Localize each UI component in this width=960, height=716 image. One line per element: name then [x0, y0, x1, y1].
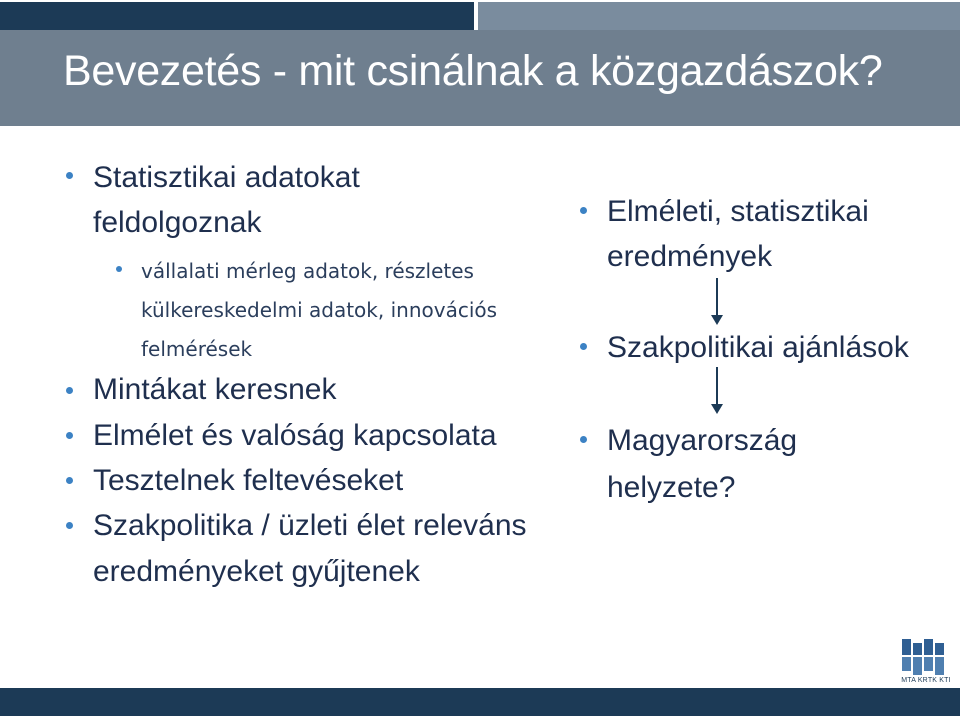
sub-bullet-dot: [116, 266, 122, 272]
bullet-dot: [66, 387, 73, 394]
down-arrow-icon: [711, 278, 723, 326]
bullet-test-hypotheses: Tesztelnek feltevéseket: [93, 464, 404, 497]
bullet-patterns: Mintákat keresnek: [93, 373, 337, 406]
bullet-statistical-data-line2: feldolgoznak: [93, 206, 262, 239]
bullet-dot: [66, 477, 73, 484]
top-bar-light-segment: [478, 2, 960, 30]
sub-bullet-data-sources-line3: felmérések: [141, 337, 253, 361]
top-decor-bar: [0, 0, 960, 30]
bullet-dot: [580, 343, 587, 350]
logo-text: MTA KRTK KTI: [901, 677, 951, 684]
right-item-theoretical-results-line2: eredmények: [607, 240, 773, 273]
bullet-theory-reality: Elmélet és valóság kapcsolata: [93, 419, 497, 452]
bullet-dot: [66, 432, 73, 439]
down-arrow-icon: [711, 367, 723, 415]
right-item-hungary-line1: Magyarország: [607, 424, 798, 457]
bullet-policy-results-line1: Szakpolitika / üzleti élet releváns: [93, 509, 527, 542]
bottom-decor-bar: [0, 688, 960, 716]
bullet-dot: [66, 172, 73, 179]
sub-bullet-data-sources-line1: vállalati mérleg adatok, részletes: [141, 259, 474, 283]
right-item-theoretical-results-line1: Elméleti, statisztikai: [607, 195, 869, 228]
bullet-dot: [580, 436, 587, 443]
top-bar-dark-segment: [0, 2, 474, 30]
mta-krtk-kti-logo: [900, 637, 952, 687]
right-item-policy-recommendations: Szakpolitikai ajánlások: [607, 331, 909, 364]
slide-title: Bevezetés - mit csinálnak a közgazdászok?: [63, 47, 883, 95]
bullet-dot: [66, 522, 73, 529]
bullet-policy-results-line2: eredményeket gyűjtenek: [93, 555, 420, 588]
right-item-hungary-line2: helyzete?: [607, 471, 736, 504]
bullet-dot: [580, 207, 587, 214]
sub-bullet-data-sources-line2: külkereskedelmi adatok, innovációs: [141, 298, 498, 322]
bullet-statistical-data-line1: Statisztikai adatokat: [93, 161, 360, 194]
